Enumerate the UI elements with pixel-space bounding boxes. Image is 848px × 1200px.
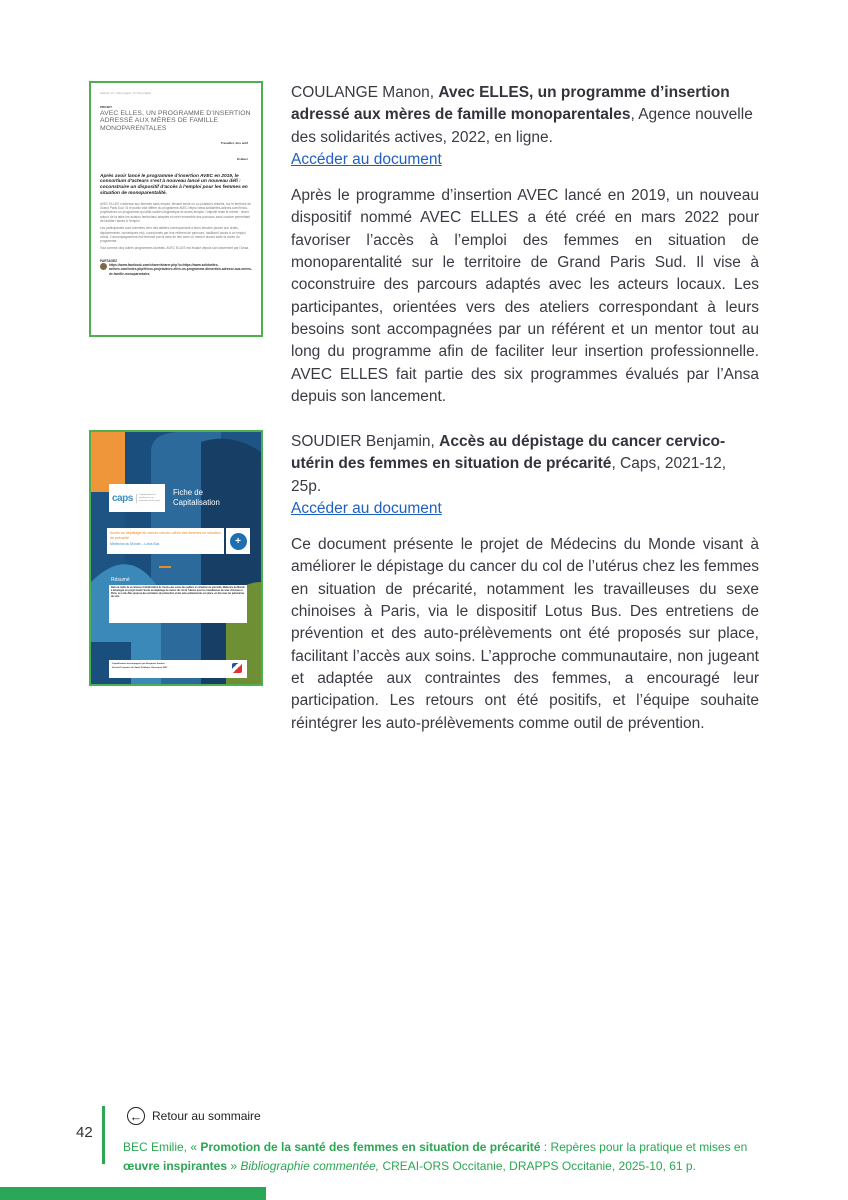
entry-abstract: Après le programme d’insertion AVEC lancé en 2019, un nouveau dispositif nommé AVEC ELLES a été créé en mars 2022 pour favoriser l’accès à l’emploi des femmes en situation de monoparentalité sur le territoire de Grand Paris Sud. Il vise à coconstruire des parcours adaptés avec les acteurs locaux. Les participantes, orientées vers des ateliers correspondant à leurs besoins sont accompagnées par un référent et un mentor tout au long du programme afin de faciliter leur insertion professionnelle. AVEC ELLES fait partie des six programmes évalués par l’Ansa depuis son lancement. bbox=[291, 187, 759, 405]
thumb-title: AVEC ELLES, UN PROGRAMME D’INSERTION ADRESSÉ AUX MÈRES DE FAMILLE MONOPARENTALES bbox=[100, 109, 251, 133]
cite-author: BEC Emilie, « bbox=[123, 1140, 201, 1154]
cover-footer-line: Capitalisation accompagnée par Benjamin Soudier bbox=[112, 663, 165, 665]
entry-author: COULANGE Manon, bbox=[291, 84, 439, 101]
cover-footer-line: Société Française de Santé Publique, Décembre 2021 bbox=[112, 666, 168, 669]
cover-divider bbox=[159, 566, 171, 568]
cover-footer bbox=[109, 660, 247, 678]
caps-logo-text: caps bbox=[112, 492, 133, 504]
sfsp-logo-icon bbox=[232, 663, 242, 673]
thumb-label: PROJET bbox=[100, 105, 113, 110]
thumb-share-row bbox=[100, 263, 252, 276]
bibliography-entry bbox=[291, 431, 759, 735]
thumb-share-link: https://www.facebook.com/sharer/sharer.php?u=https://www.solidarites-actives.com/index.php/fr/nos-projets/avec-elles-un-programme-dinsertion-adresse-aux-meres-de-famille-monoparentales bbox=[109, 263, 252, 276]
medical-cross-icon: + bbox=[230, 533, 247, 550]
thumb-share-label: PARTAGEZ bbox=[100, 258, 118, 263]
cite-close-quote: » bbox=[227, 1159, 241, 1173]
thumb-paragraph: AVEC ELLES s’adresse aux femmes sans emploi, élevant seule un ou plusieurs enfants, sur le territoire de Grand Paris Sud. Si le public visé diffère du programme AVEC https://www.solidarites-actives.com/fr/nos-projets/avec-un-programme-qui-allie-soutien-linguistique-et-acces-lemploi, l’objectif reste le même : réunir autour de la table les acteurs territoriaux adaptés et créer ensemble des parcours sans couture permettant de faciliter l’accès à l’emploi. bbox=[100, 201, 251, 223]
thumb-breadcrumb: Accueil › Fr › Nos projets › Fr Nos projets bbox=[100, 91, 151, 95]
cite-title: Promotion de la santé des femmes en situation de précarité bbox=[200, 1140, 541, 1154]
caps-logo-subtitle: Capitalisation des expériences en promotion de la santé bbox=[136, 494, 162, 503]
cover-heading-line: Capitalisation bbox=[173, 498, 220, 507]
cite-subtitle: : Repères pour la pratique et mises en bbox=[540, 1140, 748, 1154]
bibliography-entry bbox=[291, 82, 759, 408]
facebook-icon bbox=[100, 263, 107, 270]
arrow-left-circle-icon: ← bbox=[127, 1107, 145, 1125]
cite-title-continued: œuvre inspirantes bbox=[123, 1159, 228, 1173]
cover-heading bbox=[173, 488, 220, 508]
thumb-tag: Travailler, être actif bbox=[220, 140, 248, 145]
thumb-lead: Après avoir lancé le programme d’insertion AVEC en 2019, le consortium d’acteurs s’est à nouveau lancé un nouveau défi : coconstruire un dispositif d’accès à l’emploi pour les femmes en situation de monoparentalité. bbox=[100, 173, 248, 196]
back-to-contents-link[interactable] bbox=[127, 1107, 261, 1125]
thumb-paragraph: Tout comme cinq autres programmes lauréats, AVEC ELLES est évalué depuis son lancement par l’Ansa. bbox=[100, 246, 249, 251]
cover-summary-text: Dans le cadre de sa mission d’amélioration de l’accès aux soins des publics en situation de précarité, Médecins du Monde a développé un projet visant l’accès au dépistage du cancer du col de l’utérus pour les travailleuses du sexe chinoises à Paris. Le Lotus Bus propose des entretiens de prévention et des auto-prélèvements sur place, en lien avec les partenaires du soin. bbox=[109, 585, 247, 623]
entry-title: Avec ELLES, un programme d’insertion adressé aux mères de famille monoparentales bbox=[291, 84, 730, 124]
back-to-contents-label: Retour au sommaire bbox=[152, 1109, 261, 1123]
footer-divider bbox=[102, 1106, 105, 1164]
footer-citation bbox=[123, 1138, 783, 1176]
access-document-link[interactable]: Accéder au document bbox=[291, 499, 442, 517]
cover-heading-line: Fiche de bbox=[173, 488, 203, 497]
document-thumbnail-avec-elles[interactable] bbox=[89, 81, 263, 337]
cover-subtitle: Médecins du Monde – Lotus Bus bbox=[110, 542, 160, 547]
cover-background-shapes bbox=[91, 432, 261, 684]
entry-reference bbox=[291, 431, 759, 498]
thumb-paragraph: Les participantes sont orientées vers des ateliers correspondant à leurs besoins (accès aux droits, déplacements, numériques etc), coordonnés par leur référent de parcours, facilitant l’accès à un emploi choisi. L’accompagnement est renforcé par la mise en lien avec un mentor durant toute la durée du programme. bbox=[100, 226, 246, 244]
cite-publisher: CREAI-ORS Occitanie, DRAPPS Occitanie, 2025-10, 61 p. bbox=[379, 1159, 696, 1173]
entry-author: SOUDIER Benjamin, bbox=[291, 433, 440, 450]
cite-type: Bibliographie commentée, bbox=[240, 1159, 380, 1173]
entry-reference bbox=[291, 82, 759, 149]
footer-accent-bar bbox=[0, 1187, 266, 1200]
document-thumbnail-caps[interactable] bbox=[89, 430, 263, 686]
entry-title: Accès au dépistage du cancer cervico-utérin des femmes en situation de précarité bbox=[291, 433, 726, 473]
cover-summary-label: Résumé bbox=[111, 577, 130, 583]
entry-publisher: , Caps, 2021-12, 25p. bbox=[291, 455, 727, 495]
medecins-du-monde-badge bbox=[226, 528, 250, 554]
entry-publisher: , Agence nouvelle des solidarités actives, 2022, en ligne. bbox=[291, 106, 753, 146]
page-number: 42 bbox=[76, 1124, 93, 1141]
access-document-link[interactable]: Accéder au document bbox=[291, 150, 442, 168]
cover-title: Accès au dépistage du cancer cervico-utérin des femmes en situation de précarité bbox=[110, 531, 221, 540]
cover-title-box bbox=[107, 528, 224, 554]
entry-abstract: Ce document présente le projet de Médecins du Monde visant à améliorer le dépistage du cancer du col de l’utérus chez les femmes en situation de précarité, notamment les travailleuses du sexe chinoises à Paris, via le dispositif Lotus Bus. Des entretiens de prévention et des auto-prélèvements ont été proposés sur place, facilitant l’accès aux soins. L’approche communautaire, non jugeant et adaptée aux contraintes des femmes, a encouragé leur participation. Les retours ont été positifs, et l’équipe souhaite réintégrer les auto-prélèvements comme outil de prévention. bbox=[291, 536, 759, 732]
thumb-tag: Évaluer bbox=[237, 157, 248, 162]
caps-logo bbox=[109, 484, 165, 512]
